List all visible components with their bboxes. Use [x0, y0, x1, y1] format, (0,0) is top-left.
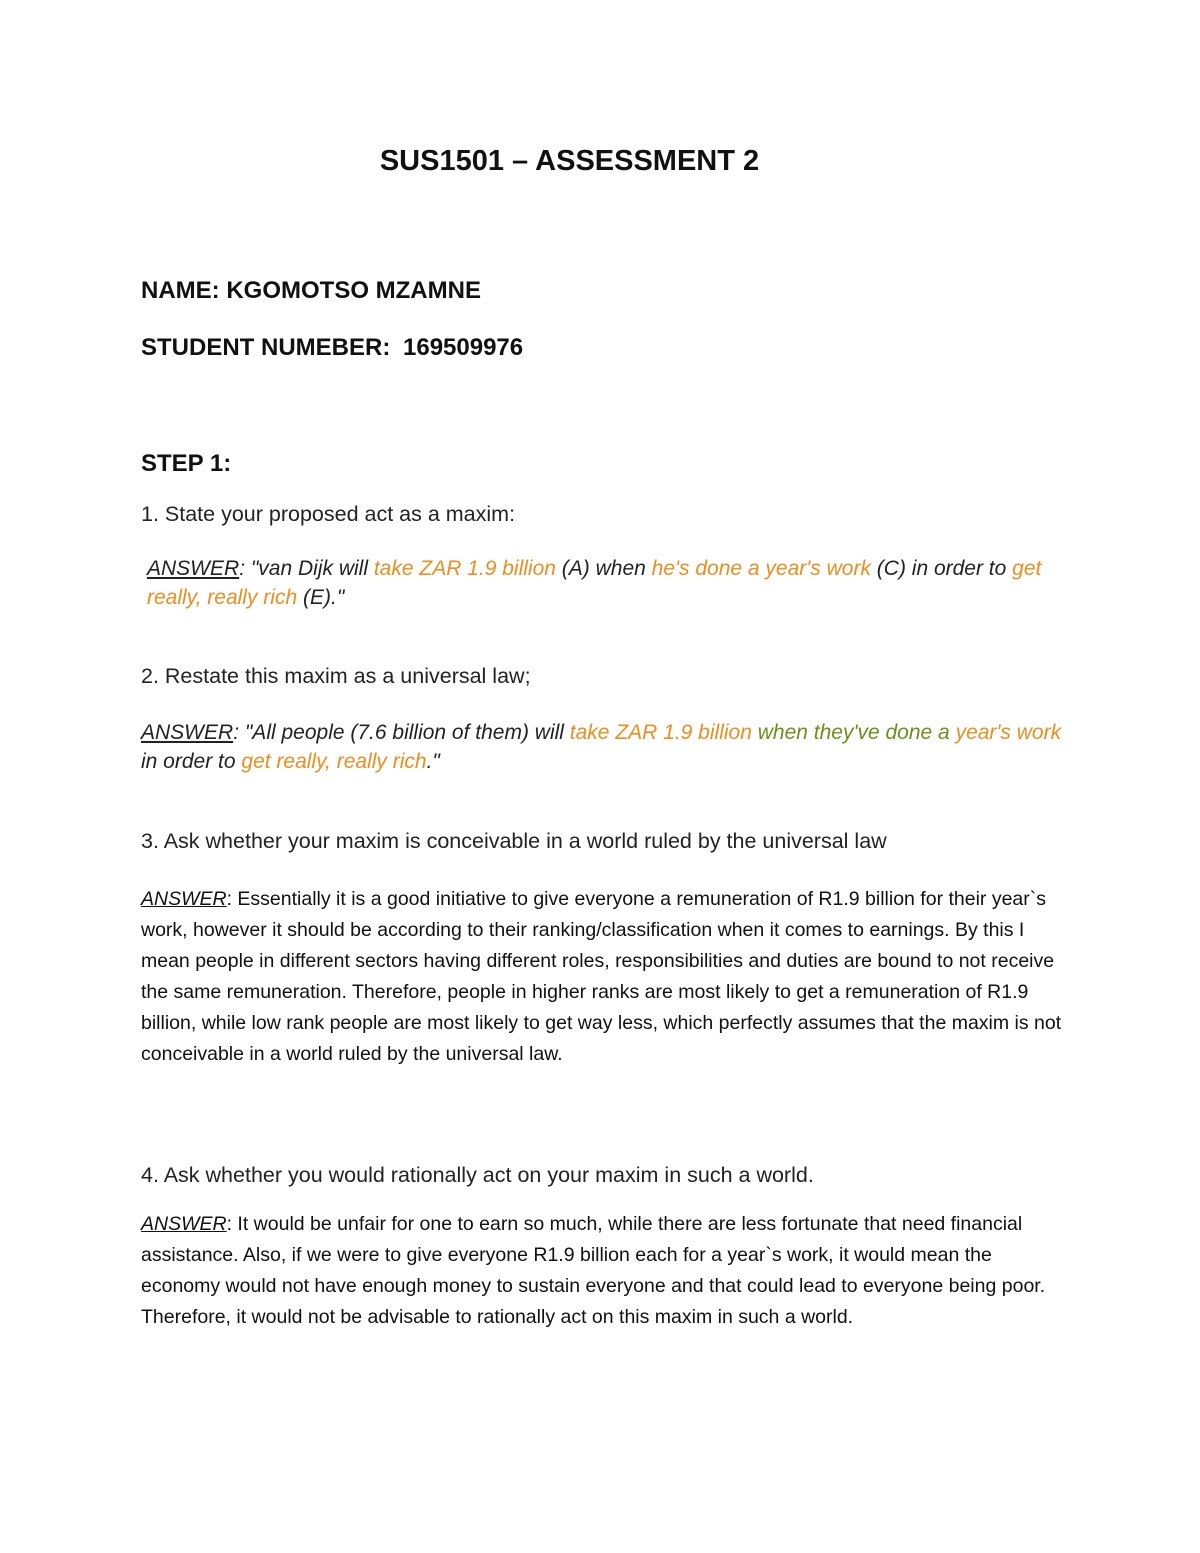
question-4: 4. Ask whether you would rationally act on your maxim in such a world. [141, 1163, 814, 1187]
highlight-goal: get really, really rich [241, 750, 427, 773]
answer-text: in order to [141, 750, 242, 773]
answer-text: (E)." [297, 586, 345, 609]
answer-text: (C) in order to [870, 557, 1013, 580]
highlight-work: year's work [955, 721, 1062, 744]
highlight-amount: take ZAR 1.9 billion [569, 721, 752, 744]
highlight-a: take ZAR 1.9 billion [373, 557, 556, 580]
answer-text: : Essentially it is a good initiative to give everyone a remuneration of R1.9 billion for their year`s work, however it should be according to their ranking/classification when it comes to earnings. By this I mean people in different sectors having different roles, responsibilities and duties are bound to not receive the same remuneration. Therefore, people in higher ranks are most likely to get a remuneration of R1.9 billion, while low rank people are most likely to get way less, which perfectly assumes that the maxim is not conceivable in a world ruled by the universal law. [141, 888, 1062, 1065]
answer-text: : "All people (7.6 billion of them) will [233, 721, 570, 744]
answer-label: ANSWER [147, 557, 240, 580]
step-heading: STEP 1: [141, 450, 232, 477]
answer-text: : "van Dijk will [239, 557, 374, 580]
question-2: 2. Restate this maxim as a universal law; [141, 664, 531, 688]
answer-4 [141, 1209, 1071, 1333]
question-1: 1. State your proposed act as a maxim: [141, 502, 516, 526]
answer-text: (A) when [555, 557, 652, 580]
answer-text: : It would be unfair for one to earn so much, while there are less fortunate that need financial assistance. Also, if we were to give everyone R1.9 billion each for a year`s work, it would mean the economy would not have enough money to sustain everyone and that could lead to everyone being poor. Therefore, it would not be advisable to rationally act on this maxim in such a world. [141, 1213, 1046, 1328]
student-number-line [141, 334, 523, 362]
highlight-c: he's done a year's work [651, 557, 871, 580]
student-number-value: 169509976 [403, 334, 524, 361]
answer-2 [141, 718, 1071, 776]
answer-label: ANSWER [141, 1213, 227, 1235]
answer-text: ." [426, 750, 440, 773]
highlight-e: get really, really rich [147, 557, 1042, 609]
highlight-condition: when they've done a [757, 721, 950, 744]
answer-3 [141, 884, 1071, 1070]
answer-label: ANSWER [141, 721, 234, 744]
answer-1 [147, 554, 1071, 612]
question-3: 3. Ask whether your maxim is conceivable in a world ruled by the universal law [141, 829, 887, 853]
name-line: NAME: KGOMOTSO MZAMNE [141, 277, 481, 304]
document-title: SUS1501 – ASSESSMENT 2 [379, 145, 760, 177]
student-number-label: STUDENT NUMEBER: [141, 334, 391, 361]
answer-label: ANSWER [141, 888, 227, 910]
